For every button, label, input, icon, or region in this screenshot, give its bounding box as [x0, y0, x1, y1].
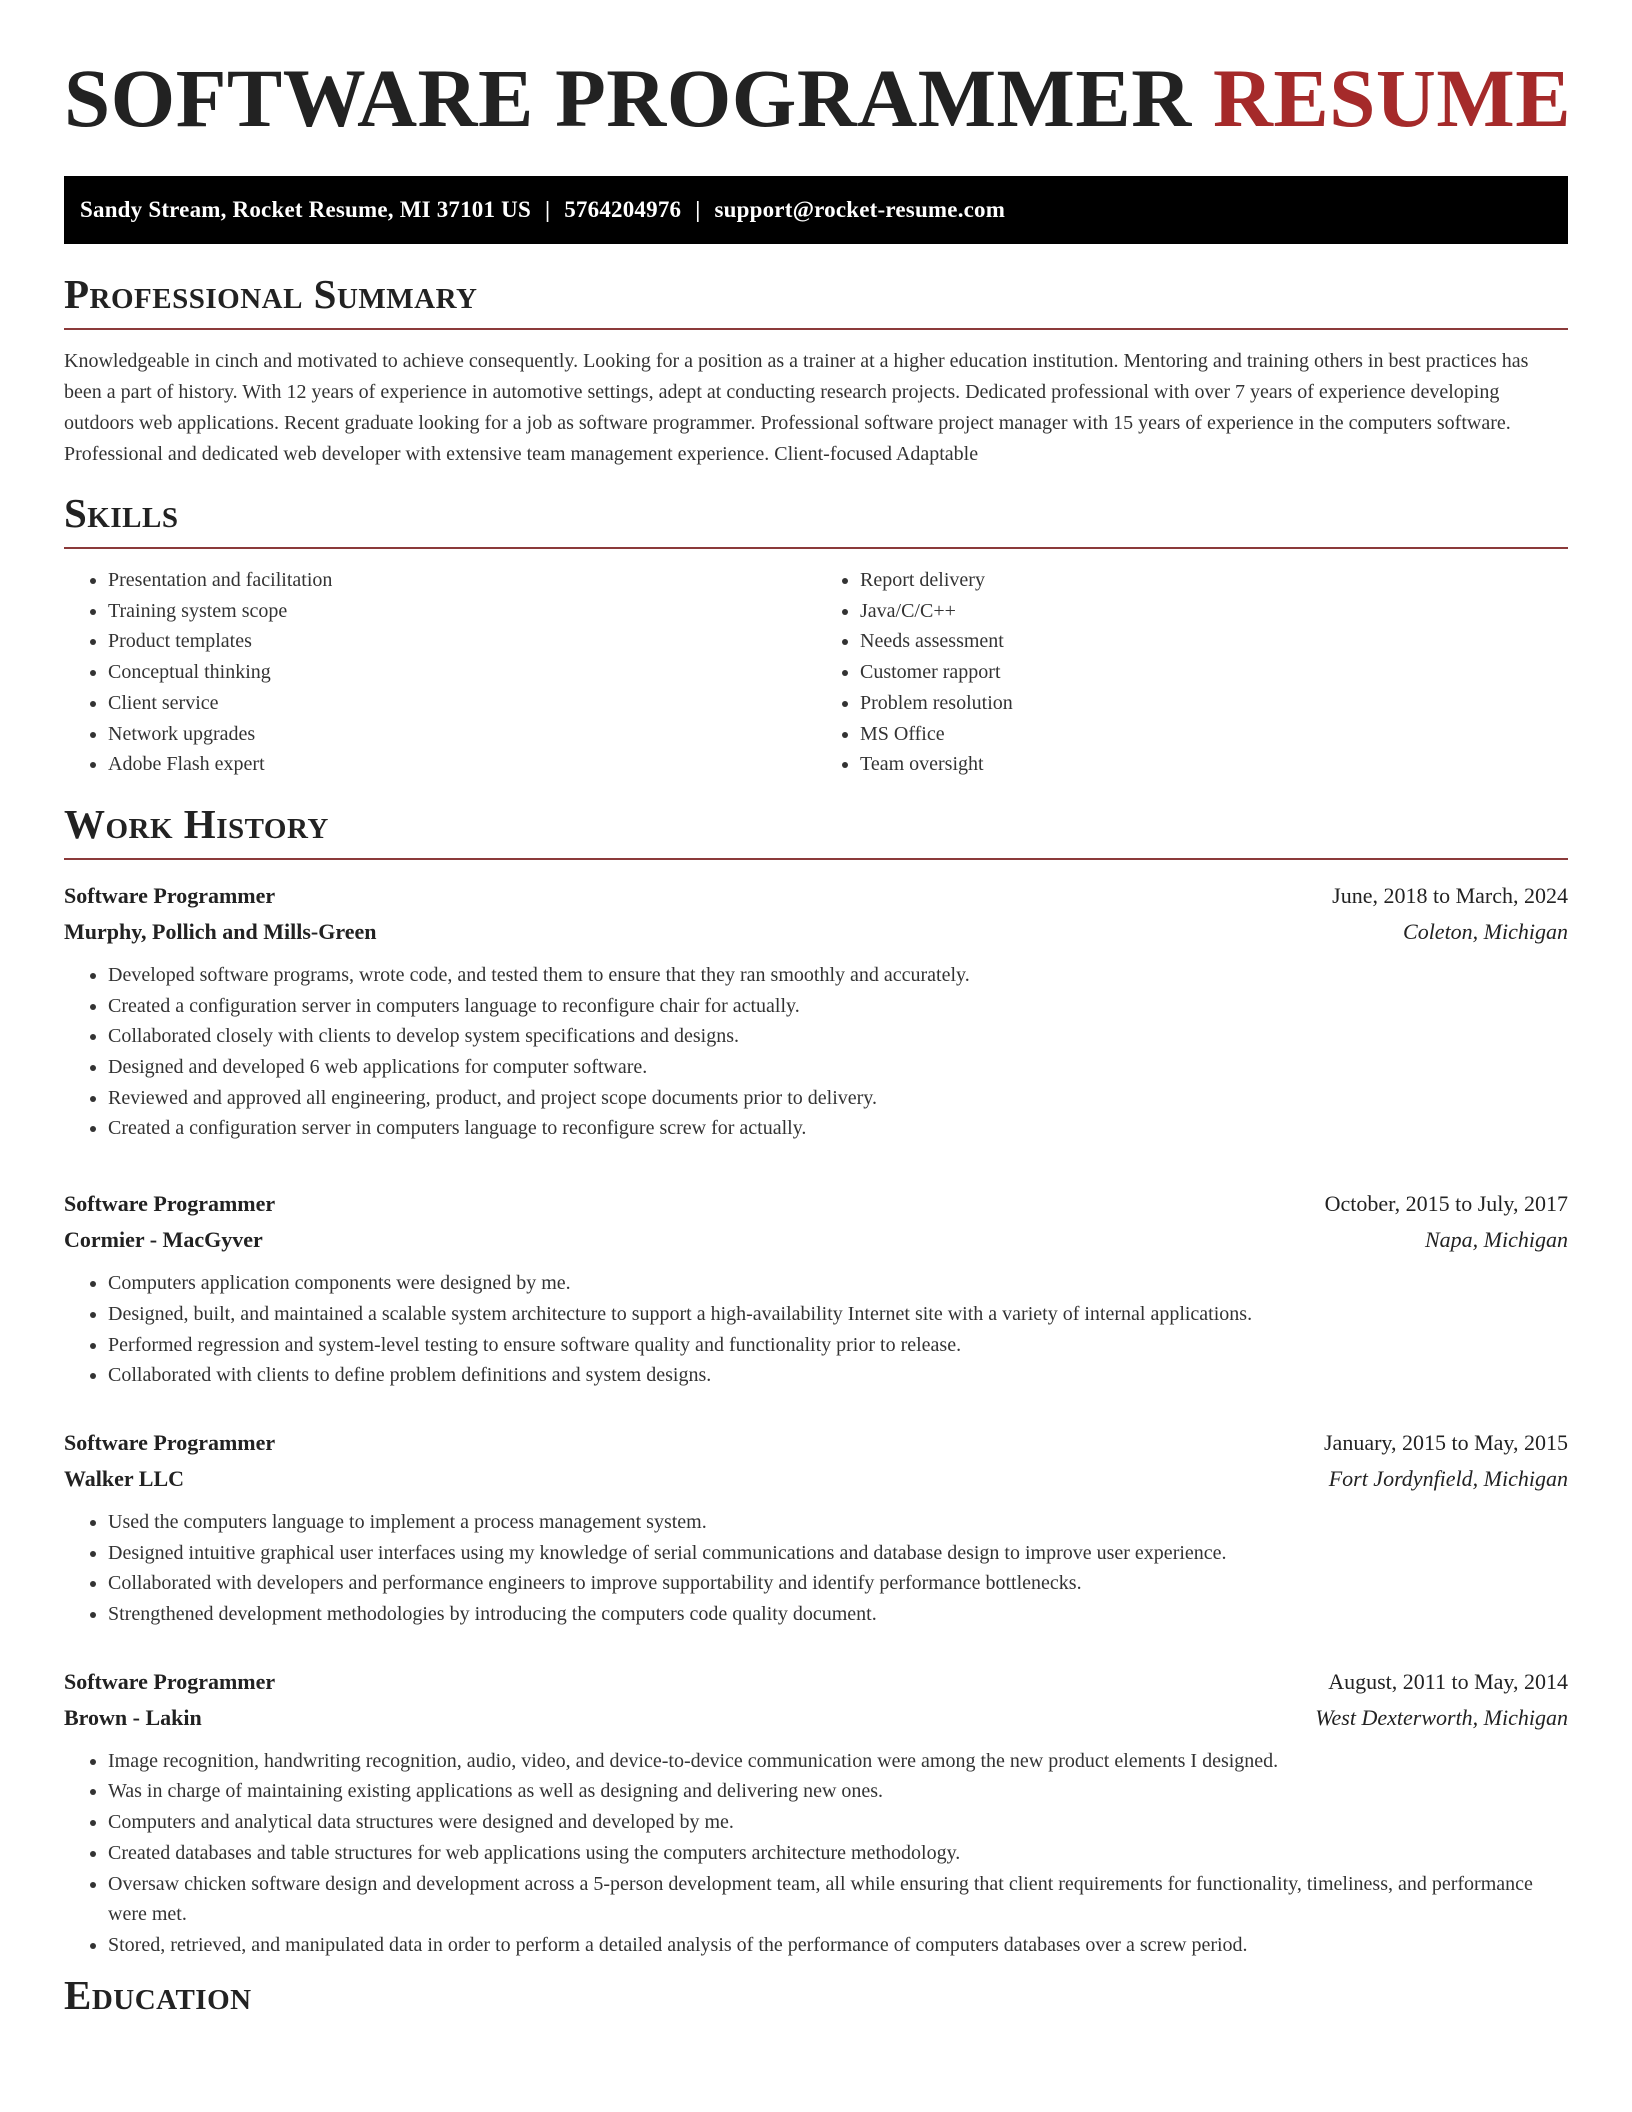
job-bullet: • Used the computers language to implement a process management system. [108, 1507, 1568, 1538]
job-bullet: • Collaborated with clients to define problem definitions and system designs. [108, 1360, 1568, 1391]
contact-address: Sandy Stream, Rocket Resume, MI 37101 US [80, 197, 531, 222]
job-bullet: • Designed, built, and maintained a scalable system architecture to support a high-availability Internet site with a variety of internal applications. [108, 1299, 1568, 1330]
skill-item: • Training system scope [108, 596, 816, 627]
skill-item: • Team oversight [860, 749, 1568, 780]
job-location: Napa, Michigan [1425, 1227, 1568, 1253]
contact-bar [64, 176, 1568, 244]
job-bullets [64, 960, 1568, 1144]
section-header [64, 1971, 1568, 2029]
job-entry [64, 1664, 1568, 1961]
job-bullet: • Developed software programs, wrote code, and tested them to ensure that they ran smoothly and accurately. [108, 960, 1568, 991]
job-title: Software Programmer [64, 1429, 276, 1455]
skills-list-left [64, 565, 816, 780]
job-bullet: • Reviewed and approved all engineering, product, and project scope documents prior to delivery. [108, 1083, 1568, 1114]
contact-separator: | [695, 197, 701, 222]
job-bullet: • Created databases and table structures for web applications using the computers architecture methodology. [108, 1838, 1568, 1869]
contact-separator: | [544, 197, 551, 222]
contact-email: support@rocket-resume.com [714, 197, 1006, 222]
job-bullet: • Computers and analytical data structures were designed and developed by me. [108, 1807, 1568, 1838]
job-bullet: • Stored, retrieved, and manipulated data in order to perform a detailed analysis of the performance of computers databases over a screw period. [108, 1930, 1568, 1961]
skill-item: • Needs assessment [860, 626, 1568, 657]
job-dates: August, 2011 to May, 2014 [1328, 1668, 1568, 1694]
job-location: West Dexterworth, Michigan [1315, 1704, 1568, 1730]
section-heading-summary: Professional Summary [64, 271, 478, 317]
skills-section [64, 489, 1568, 780]
skill-item: • Adobe Flash expert [108, 749, 816, 780]
job-dates: June, 2018 to March, 2024 [1332, 882, 1568, 908]
resume-title-main: SOFTWARE PROGRAMMER [64, 52, 1192, 144]
job-bullet: • Image recognition, handwriting recognition, audio, video, and device-to-device communication were among the new product elements I designed. [108, 1746, 1568, 1777]
job-bullet: • Created a configuration server in computers language to reconfigure chair for actually. [108, 991, 1568, 1022]
job-bullet: • Oversaw chicken software design and development across a 5-person development team, all while ensuring that client requirements for functionality, timeliness, and performance were met. [108, 1869, 1568, 1930]
job-company-row [64, 1700, 1568, 1736]
job-header-row [64, 1425, 1568, 1461]
job-dates: October, 2015 to July, 2017 [1324, 1191, 1568, 1217]
job-bullet: • Performed regression and system-level testing to ensure software quality and functionality prior to release. [108, 1330, 1568, 1361]
job-header-row [64, 1664, 1568, 1700]
section-header [64, 270, 1568, 330]
job-location: Coleton, Michigan [1403, 918, 1568, 944]
section-header [64, 800, 1568, 860]
skill-item: • Client service [108, 688, 816, 719]
job-bullet: • Created a configuration server in computers language to reconfigure screw for actually. [108, 1113, 1568, 1144]
section-heading-work: Work History [64, 800, 329, 847]
skill-item: • Conceptual thinking [108, 657, 816, 688]
job-company: Cormier - MacGyver [64, 1227, 263, 1253]
job-bullet: • Collaborated closely with clients to develop system specifications and designs. [108, 1021, 1568, 1052]
job-bullets [64, 1268, 1568, 1391]
job-entry [64, 878, 1568, 1144]
job-title: Software Programmer [64, 882, 276, 908]
skill-item: • Report delivery [860, 565, 1568, 596]
job-header-row [64, 878, 1568, 914]
job-entry [64, 1186, 1568, 1391]
job-bullet: • Designed intuitive graphical user interfaces using my knowledge of serial communications and database design to improve user experience. [108, 1538, 1568, 1569]
job-entry [64, 1425, 1568, 1630]
job-header-row [64, 1186, 1568, 1222]
work-history-section [64, 800, 1568, 1961]
skill-item: • Product templates [108, 626, 816, 657]
skills-list-right [816, 565, 1568, 780]
skill-item: • Customer rapport [860, 657, 1568, 688]
job-title: Software Programmer [64, 1191, 276, 1217]
contact-phone: 5764204976 [564, 197, 682, 222]
resume-page [64, 0, 1572, 2029]
skill-item: • Java/C/C++ [860, 596, 1568, 627]
resume-title-accent: RESUME [1212, 52, 1572, 144]
job-bullets [64, 1746, 1568, 1961]
section-heading-education: Education [64, 1971, 252, 2018]
job-bullet: • Collaborated with developers and performance engineers to improve supportability and identify performance bottlenecks. [108, 1568, 1568, 1599]
section-header [64, 489, 1568, 549]
skill-item: • MS Office [860, 719, 1568, 750]
professional-summary-section [64, 270, 1568, 470]
job-company: Walker LLC [64, 1465, 185, 1491]
job-bullet: • Designed and developed 6 web applications for computer software. [108, 1052, 1568, 1083]
job-location: Fort Jordynfield, Michigan [1328, 1465, 1568, 1491]
section-heading-skills: Skills [64, 490, 179, 536]
skills-columns [64, 565, 1568, 780]
job-bullet: • Strengthened development methodologies by introducing the computers code quality document. [108, 1599, 1568, 1630]
job-company-row [64, 914, 1568, 950]
job-bullet: • Computers application components were designed by me. [108, 1268, 1568, 1299]
skill-item: • Problem resolution [860, 688, 1568, 719]
job-company-row [64, 1461, 1568, 1497]
job-company-row [64, 1222, 1568, 1258]
job-company: Brown - Lakin [64, 1704, 202, 1730]
job-company: Murphy, Pollich and Mills-Green [64, 918, 377, 944]
summary-text: Knowledgeable in cinch and motivated to achieve consequently. Looking for a position as a trainer at a higher education institution. Mentoring and training others in best practices has been a part of history. With 12 years of experience in automotive settings, adept at conducting research projects. Dedicated professional with over 7 years of experience developing outdoors web applications. Recent graduate looking for a job as software programmer. Professional software project manager with 15 years of experience in the computers software. Professional and dedicated web developer with extensive team management experience. Client-focused Adaptable [64, 350, 1529, 465]
job-title: Software Programmer [64, 1668, 276, 1694]
job-bullet: • Was in charge of maintaining existing applications as well as designing and delivering new ones. [108, 1776, 1568, 1807]
job-list [64, 878, 1568, 1961]
skill-item: • Network upgrades [108, 719, 816, 750]
skill-item: • Presentation and facilitation [108, 565, 816, 596]
job-bullets [64, 1507, 1568, 1630]
education-section [64, 1971, 1568, 2029]
job-dates: January, 2015 to May, 2015 [1324, 1429, 1568, 1455]
resume-title [64, 0, 1572, 144]
